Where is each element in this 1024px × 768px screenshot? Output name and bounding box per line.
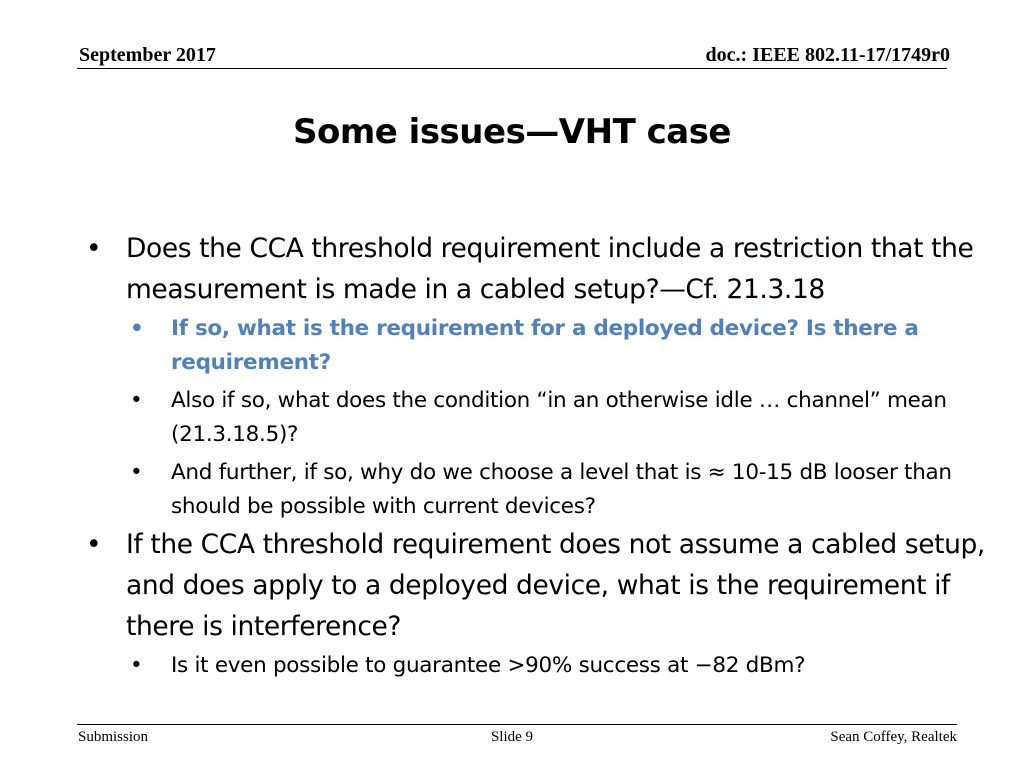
bullet-dot-icon: • [130, 388, 143, 413]
bullet-dot-icon: • [86, 233, 102, 264]
sub-bullet-text: Also if so, what does the condition “in an otherwise idle … channel” mean (21.3.18.5)? [171, 388, 947, 447]
sub-bullet-text: And further, if so, why do we choose a level that is ≈ 10-15 dB looser than should be possible with current devices? [171, 460, 952, 519]
bullet-dot-icon: • [86, 529, 102, 560]
footer-rule [77, 724, 957, 725]
header-date: September 2017 [79, 44, 216, 66]
header-rule [77, 68, 947, 69]
slide-title: Some issues—VHT case [293, 112, 731, 152]
footer-slide-number: Slide 9 [490, 729, 534, 745]
sub-bullet-text: Is it even possible to guarantee >90% success at −82 dBm? [171, 653, 806, 678]
bullet-item [86, 524, 996, 647]
sub-bullet-item [130, 384, 996, 452]
sub-bullet-text: If so, what is the requirement for a deployed device? Is there a requirement? [171, 316, 919, 375]
sub-bullet-item [130, 312, 996, 380]
bullet-dot-icon: • [130, 653, 143, 678]
bullet-dot-icon: • [130, 316, 144, 341]
footer-submission: Submission [78, 729, 149, 745]
footer-author: Sean Coffey, Realtek [830, 729, 957, 745]
header-doc-id: doc.: IEEE 802.11-17/1749r0 [705, 44, 950, 66]
bullet-text: If the CCA threshold requirement does not assume a cabled setup, and does apply to a deployed device, what is the requirement if there is interference? [126, 529, 985, 642]
sub-bullet-item [130, 649, 996, 683]
sub-bullet-item [130, 456, 996, 524]
bullet-dot-icon: • [130, 460, 143, 485]
bullet-list [86, 228, 996, 683]
bullet-text: Does the CCA threshold requirement include a restriction that the measurement is made in a cabled setup?—Cf. 21.3.18 [126, 233, 974, 305]
bullet-item [86, 228, 996, 310]
